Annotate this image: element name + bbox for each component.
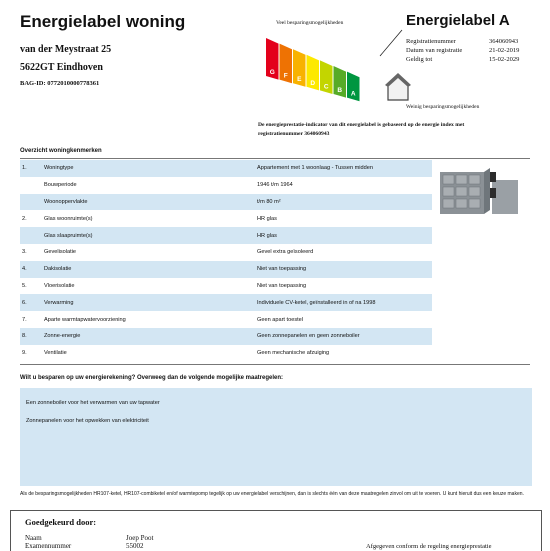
approval-title: Goedgekeurd door: — [25, 517, 97, 527]
meta-date — [406, 47, 519, 54]
energy-label-title: Energielabel A — [406, 12, 510, 29]
meta-valid-until — [406, 56, 519, 63]
row-value: Niet van toepassing — [257, 266, 307, 273]
row-value: Appartement met 1 woonlaag - Tussen midden — [257, 165, 373, 172]
row-label: Glas slaapruimte(s) — [44, 232, 93, 239]
address-street: van der Meystraat 25 — [20, 44, 112, 55]
address-city: 5622GT Eindhoven — [20, 62, 103, 73]
meta-value: 21-02-2019 — [489, 47, 520, 54]
scale-letter: F — [283, 72, 288, 80]
table-row — [20, 261, 432, 278]
approval-note: Afgegeven conform de regeling energieprestatie — [366, 543, 492, 550]
row-number: 8. — [22, 333, 27, 340]
row-value: HR glas — [257, 232, 277, 239]
indicator-note: De energieprestatie-indicator van dit energielabel is gebaseerd op de energie index met registratienummer 364060943 — [258, 122, 465, 137]
scale-letter: E — [297, 76, 302, 84]
row-number: 3. — [22, 249, 27, 256]
measures-box — [20, 388, 532, 486]
row-label: Glas woonruimte(s) — [44, 215, 93, 222]
table-row — [20, 345, 432, 362]
meta-value: 15-02-2029 — [489, 56, 520, 63]
table-row — [20, 244, 432, 261]
page-title: Energielabel woning — [20, 12, 186, 31]
scale-letter: B — [337, 87, 343, 94]
row-number: 9. — [22, 350, 27, 357]
row-label: Zonne-energie — [44, 333, 81, 340]
row-value: HR glas — [257, 215, 277, 222]
row-number: 1. — [22, 165, 27, 172]
row-number: 7. — [22, 316, 27, 323]
row-label: Dakisolatie — [44, 266, 72, 273]
divider — [20, 158, 530, 159]
energy-label-scale — [262, 28, 412, 108]
row-label: Woonoppervlakte — [44, 198, 88, 205]
divider — [20, 364, 530, 365]
high-savings-caption: Veel besparingsmogelijkheden — [276, 20, 344, 26]
row-value: Individuele CV-ketel, geïnstalleerd in of na 1998 — [257, 299, 376, 306]
meta-registration — [406, 38, 518, 45]
meta-value: 364060943 — [489, 38, 519, 45]
approval-box — [10, 510, 542, 551]
scale-letter: G — [269, 69, 275, 76]
meta-key: Geldig tot — [406, 56, 433, 63]
scale-letter: A — [350, 90, 356, 98]
row-number: 5. — [22, 282, 27, 289]
row-value: Gevel extra geïsoleerd — [257, 249, 314, 256]
approval-name-key: Naam — [25, 534, 42, 542]
approval-exam-key: Examennummer — [25, 542, 72, 550]
footnote: Als de besparingsmogelijkheden HR107-ketel, HR107-combiketel en/of warmtepomp tegelijk op uw energielabel verschijnen, dan is slechts één van deze maatregelen zinvol om uit te voeren. U kunt hieruit dus een keuze maken. — [20, 491, 524, 497]
table-row — [20, 177, 432, 194]
house-icon — [385, 73, 411, 100]
row-value: Niet van toepassing — [257, 282, 307, 289]
table-row — [20, 210, 432, 227]
overview-table — [20, 160, 432, 362]
table-row — [20, 194, 432, 211]
measure-item: Een zonneboiler voor het verwarmen van uw tapwater — [26, 400, 160, 406]
meta-key: Datum van registratie — [406, 47, 463, 54]
approval-name-value: Joep Poot — [126, 534, 154, 542]
row-value: Geen zonnepanelen en geen zonneboiler — [257, 333, 360, 340]
measures-heading: Wilt u besparen op uw energierekening? Overweeg dan de volgende mogelijke maatregelen: — [20, 375, 284, 381]
approval-exam-value: 55002 — [126, 542, 144, 550]
row-value: t/m 80 m² — [257, 198, 281, 205]
row-label: Gevelisolatie — [44, 249, 77, 256]
scale-letter: C — [323, 83, 329, 91]
scale-letter: D — [310, 79, 316, 87]
row-label: Bouwperiode — [44, 182, 77, 189]
row-label: Woningtype — [44, 165, 74, 172]
pointer-line — [380, 30, 402, 56]
meta-key: Registratienummer — [406, 38, 456, 45]
bag-id: BAG-ID: 0772010000778361 — [20, 80, 100, 87]
row-number: 2. — [22, 215, 27, 222]
table-row — [20, 160, 432, 177]
table-row — [20, 311, 432, 328]
row-value: Geen mechanische afzuiging — [257, 350, 330, 357]
table-row — [20, 278, 432, 295]
row-number: 6. — [22, 299, 27, 306]
row-value: 1946 t/m 1964 — [257, 182, 293, 189]
table-row — [20, 227, 432, 244]
row-label: Verwarming — [44, 299, 74, 306]
row-label: Vloerisolatie — [44, 282, 75, 289]
row-value: Geen apart toestel — [257, 316, 304, 323]
table-row — [20, 294, 432, 311]
building-icon — [440, 166, 520, 214]
row-label: Aparte warmtapwatervoorziening — [44, 316, 126, 323]
overview-heading: Overzicht woningkenmerken — [20, 148, 102, 154]
measure-item: Zonnepanelen voor het opwekken van elektriciteit — [26, 418, 149, 424]
row-label: Ventilatie — [44, 350, 67, 357]
row-number: 4. — [22, 266, 27, 273]
table-row — [20, 328, 432, 345]
low-savings-caption: Weinig besparingsmogelijkheden — [406, 104, 480, 110]
